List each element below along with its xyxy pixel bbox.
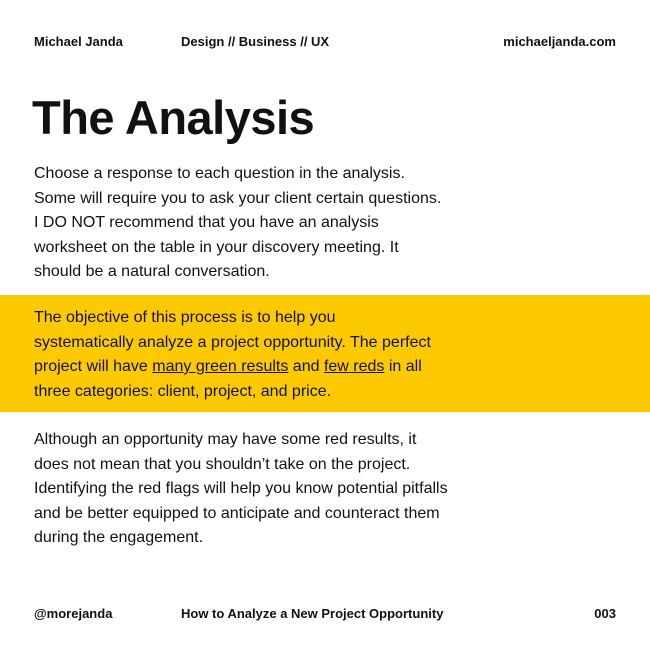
page-title: The Analysis [32,91,315,144]
highlight-paragraph [34,306,434,404]
highlight-text-after: in all three categories: client, project, and price. [34,358,422,400]
intro-paragraph: Choose a response to each question in the analysis. Some will require you to ask your client certain questions. I DO NOT recommend that you have an analysis worksheet on the table in your discovery meeting. It should be a natural conversation. [34,165,442,280]
topics: Design // Business // UX [181,34,330,49]
social-handle[interactable]: @morejanda [34,606,113,621]
author-name: Michael Janda [34,34,123,49]
closing-paragraph: Although an opportunity may have some red results, it does not mean that you shouldn’t take on the project. Identifying the red flags will help you know potential pitfalls and be better equipped to anticipate and counteract them during the engagement. [34,431,448,546]
website-link[interactable]: michaeljanda.com [503,34,616,49]
page-number: 003 [594,606,616,621]
highlight-text-before: The objective of this process is to help you systematically analyze a project opportunity. The perfect project will have [34,309,431,375]
highlight-text-middle: and [288,358,324,375]
series-title: How to Analyze a New Project Opportunity [181,606,444,621]
green-results-link[interactable]: many green results [152,358,289,375]
few-reds-link[interactable]: few reds [323,358,385,375]
